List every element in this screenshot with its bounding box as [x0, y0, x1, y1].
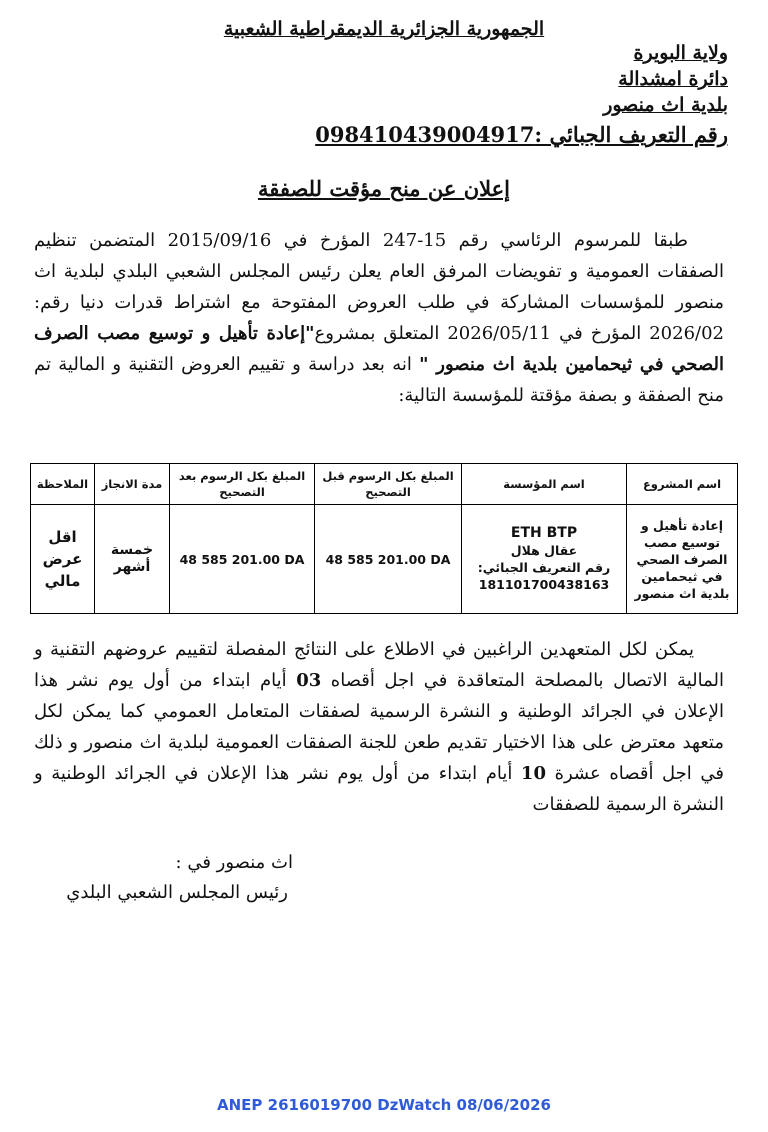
header-duration: مدة الانجاز	[95, 464, 170, 505]
cell-duration: خمسة أشهر	[95, 505, 170, 614]
body-text-2: أيام ابتداء من أول يوم نشر هذا الإعلان في الجرائد الوطنية و النشرة الرسمية لصفقات المتعامل العمومي كما يمكن لكل متعهد معترض على هذا الاختيار تقديم طعن للجنة الصفقات العمومية لبلدية اث منصور و ذلك في اجل أقصاه عشرة	[34, 670, 724, 784]
cell-amount-after: 48 585 201.00 DA	[170, 505, 315, 614]
cell-company	[462, 505, 627, 614]
signature-role: رئيس المجلس الشعبي البلدي	[66, 882, 288, 903]
intro-text-2: انه بعد دراسة و تقييم العروض التقنية و المالية تم منح الصفقة و بصفة مؤقتة للمؤسسة التالية:	[34, 354, 724, 406]
table-header-row	[31, 464, 738, 505]
header-amount-before: المبلغ بكل الرسوم قبل التصحيح	[315, 464, 462, 505]
company-id-label: رقم التعريف الجبائي:	[477, 560, 611, 575]
commune-label: بلدية اث منصور	[603, 94, 728, 116]
award-table	[30, 463, 738, 614]
header-amount-after: المبلغ بكل الرسوم بعد التصحيح	[170, 464, 315, 505]
project-name-bold: "إعادة تأهيل و توسيع مصب الصرف الصحي في ثيحمامين بلدية اث منصور "	[34, 323, 724, 375]
days-number-1: 03	[296, 670, 322, 691]
administration-block	[308, 40, 728, 118]
table-row	[31, 505, 738, 614]
tax-id-line	[315, 122, 728, 147]
document-title: إعلان عن منح مؤقت للصفقة	[257, 176, 511, 201]
tax-id-value: 098410439004917	[315, 122, 535, 147]
intro-text-1: طبقا للمرسوم الرئاسي رقم 15-247 المؤرخ في 2015/09/16 المتضمن تنظيم الصفقات العمومية و تفويضات المرفق العام يعلن رئيس المجلس الشعبي البلدي لبلدية اث منصور للمؤسسات المشاركة في طلب العروض المفتوحة مع اشتراط قدرات دنيا رقم: 2026/02 المؤرخ في 2026/05/11 المتعلق بمشروع	[34, 230, 724, 344]
intro-paragraph	[34, 225, 724, 411]
header-company: اسم المؤسسة	[462, 464, 627, 505]
company-name: ETH BTP	[510, 525, 578, 541]
body-text-1: يمكن لكل المتعهدين الراغبين في الاطلاع على النتائج المفصلة لتقييم عروضهم التقنية و المالية الاتصال بالمصلحة المتعاقدة في اجل أقصاه	[34, 639, 725, 691]
body-text-3: أيام ابتداء من أول يوم نشر هذا الإعلان في الجرائد الوطنية و النشرة الرسمية للصفقات	[34, 763, 724, 815]
body-paragraph	[34, 634, 724, 820]
daira-label: دائرة امشدالة	[618, 68, 728, 90]
signature-place: اث منصور في :	[175, 852, 293, 873]
footer-reference: ANEP 2616019700 DzWatch 08/06/2026	[217, 1096, 551, 1114]
header-project: اسم المشروع	[627, 464, 738, 505]
company-id: 181101700438163	[478, 577, 610, 592]
company-owner: عقال هلال	[510, 543, 578, 558]
header-remark: الملاحظة	[31, 464, 95, 505]
cell-project: إعادة تأهيل و توسيع مصب الصرف الصحي في ثيحمامين بلدية اث منصور	[627, 505, 738, 614]
days-number-2: 10	[520, 763, 546, 784]
tax-id-label: رقم التعريف الجبائي :	[534, 122, 728, 147]
cell-remark: اقل عرض مالي	[31, 505, 95, 614]
country-header: الجمهورية الجزائرية الديمقراطية الشعبية	[223, 18, 545, 40]
wilaya-label: ولاية البويرة	[633, 42, 728, 64]
cell-amount-before: 48 585 201.00 DA	[315, 505, 462, 614]
